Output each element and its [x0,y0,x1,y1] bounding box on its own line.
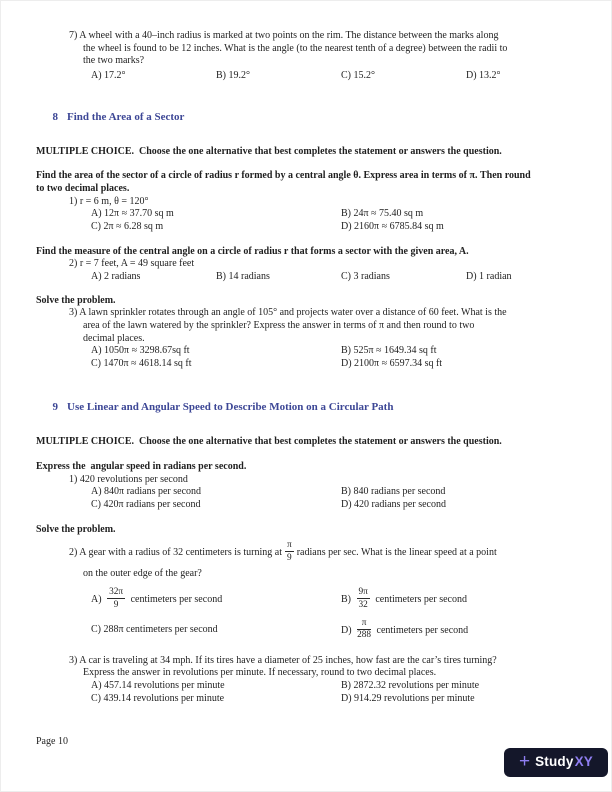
question-text: the two marks? [83,55,145,67]
fraction [357,587,370,610]
fraction-numerator: 9π [357,587,370,599]
answer-option: C) 439.14 revolutions per minute [91,693,225,705]
answer-option: D) 420 radians per second [341,499,446,511]
answer-option: D) 13.2° [466,69,501,81]
question-9-2-stem [69,541,584,564]
answer-options-row [36,271,584,284]
answer-options-row [36,486,584,499]
option-label: C) [91,623,104,635]
answer-options-row [36,693,584,706]
answer-option: A) 12π ≈ 37.70 sq m [91,208,174,220]
option-text: centimeters per second [128,594,223,606]
question-9-1-stem: 1) 420 revolutions per second [69,473,188,485]
answer-options-row [36,499,584,512]
page-content [36,30,584,706]
fraction [285,540,294,563]
question-text: 3) A lawn sprinkler rotates through an angle of 105° and projects water over a distance of 60 feet. What is the [69,307,507,319]
answer-option: A) 2 radians [91,270,141,282]
answer-options-row [36,208,584,221]
fraction-denominator: 9 [287,552,292,563]
answer-options-row [36,358,584,371]
question-text: decimal places. [83,332,145,344]
answer-options-row [36,70,584,83]
answer-option [341,619,468,642]
answer-options-row [36,588,584,611]
question-text: radians per sec. What is the linear speed at a point [296,547,497,559]
answer-option: C) 15.2° [341,69,375,81]
section-number: 8 [52,110,58,123]
multiple-choice-instruction: MULTIPLE CHOICE. Choose the one alternative that best completes the statement or answers the question. [36,145,502,157]
logo-text-study: Study [535,754,574,770]
answer-options-row [36,619,584,642]
directions: Find the measure of the central angle on a circle of radius r that forms a sector with the given area, A. [36,245,469,257]
answer-option: D) 2160π ≈ 6785.84 sq m [341,221,444,233]
directions: Find the area of the sector of a circle of radius r formed by a central angle θ. Express area in terms of π. Then round [36,170,531,182]
plus-icon: + [518,751,531,772]
answer-options-row [36,345,584,358]
answer-option: B) 24π ≈ 75.40 sq m [341,208,424,220]
question-text: 7) A wheel with a 40–inch radius is marked at two points on the rim. The distance between the marks along [69,30,499,41]
option-label: A) [91,594,105,606]
question-text: area of the lawn watered by the sprinkler? Express the answer in terms of π and then round to two [83,320,475,332]
answer-option: A) 17.2° [91,69,126,81]
directions: Express the angular speed in radians per second. [36,461,247,472]
question-text: on the outer edge of the gear? [83,567,202,579]
answer-options-row [36,221,584,234]
fraction-denominator: 32 [358,599,368,610]
answer-option: B) 2872.32 revolutions per minute [341,680,480,692]
fraction [107,587,125,610]
answer-option: B) 525π ≈ 1649.34 sq ft [341,345,437,357]
answer-option: D) 1 radian [466,270,512,282]
answer-option: C) 2π ≈ 6.28 sq m [91,221,164,233]
answer-option: B) 840 radians per second [341,486,446,498]
solve-instruction: Solve the problem. [36,523,116,535]
option-text: centimeters per second [374,624,469,636]
fraction [357,618,371,641]
answer-option: D) 2100π ≈ 6597.34 sq ft [341,358,443,370]
question-text: 2) A gear with a radius of 32 centimeters is turning at [69,547,283,559]
directions: to two decimal places. [36,182,130,194]
answer-option: C) 1470π ≈ 4618.14 sq ft [91,358,192,370]
fraction-numerator: π [357,618,371,630]
option-text: centimeters per second [372,594,467,606]
answer-option: A) 457.14 revolutions per minute [91,680,225,692]
answer-option: B) 19.2° [216,69,250,81]
answer-option [341,588,467,611]
question-8-2-stem: 2) r = 7 feet, A = 49 square feet [69,258,195,270]
section-number: 9 [52,401,58,414]
logo-text-xy: XY [574,754,594,770]
question-7 [36,30,584,68]
answer-option [91,588,341,611]
question-text: Express the answer in revolutions per minute. If necessary, round to two decimal places. [83,667,437,679]
page-number: Page 10 [36,736,68,747]
section-title: Find the Area of a Sector [67,110,185,123]
answer-option: B) 14 radians [216,270,270,282]
fraction-denominator: 9 [113,599,119,610]
question-text: the wheel is found to be 12 inches. What is the angle (to the nearest tenth of a degree) between the radii to [83,42,508,54]
solve-instruction: Solve the problem. [36,294,116,306]
answer-option: A) 840π radians per second [91,486,202,498]
section-8-heading [36,98,584,136]
question-8-1-stem: 1) r = 6 m, θ = 120° [69,195,149,207]
section-9-heading [36,389,584,427]
section-title: Use Linear and Angular Speed to Describe Motion on a Circular Path [67,401,394,414]
option-label: D) [341,624,355,636]
answer-options-row [36,680,584,693]
question-9-3 [36,655,584,680]
question-text: 3) A car is traveling at 34 mph. If its tires have a diameter of 25 inches, how fast are the car’s tires turning? [69,654,497,666]
option-text: 288π centimeters per second [103,623,218,635]
answer-option: A) 1050π ≈ 3298.67sq ft [91,345,190,357]
option-label: B) [341,594,354,606]
answer-option: C) 3 radians [341,270,390,282]
fraction-numerator: π [285,540,294,552]
answer-option: D) 914.29 revolutions per minute [341,693,475,705]
answer-option [91,624,341,637]
studyxy-logo [504,748,608,777]
fraction-numerator: 32π [107,587,125,599]
answer-option: C) 420π radians per second [91,499,201,511]
fraction-denominator: 288 [357,630,372,641]
question-8-3 [36,307,584,345]
multiple-choice-instruction: MULTIPLE CHOICE. Choose the one alternative that best completes the statement or answers the question. [36,436,502,448]
